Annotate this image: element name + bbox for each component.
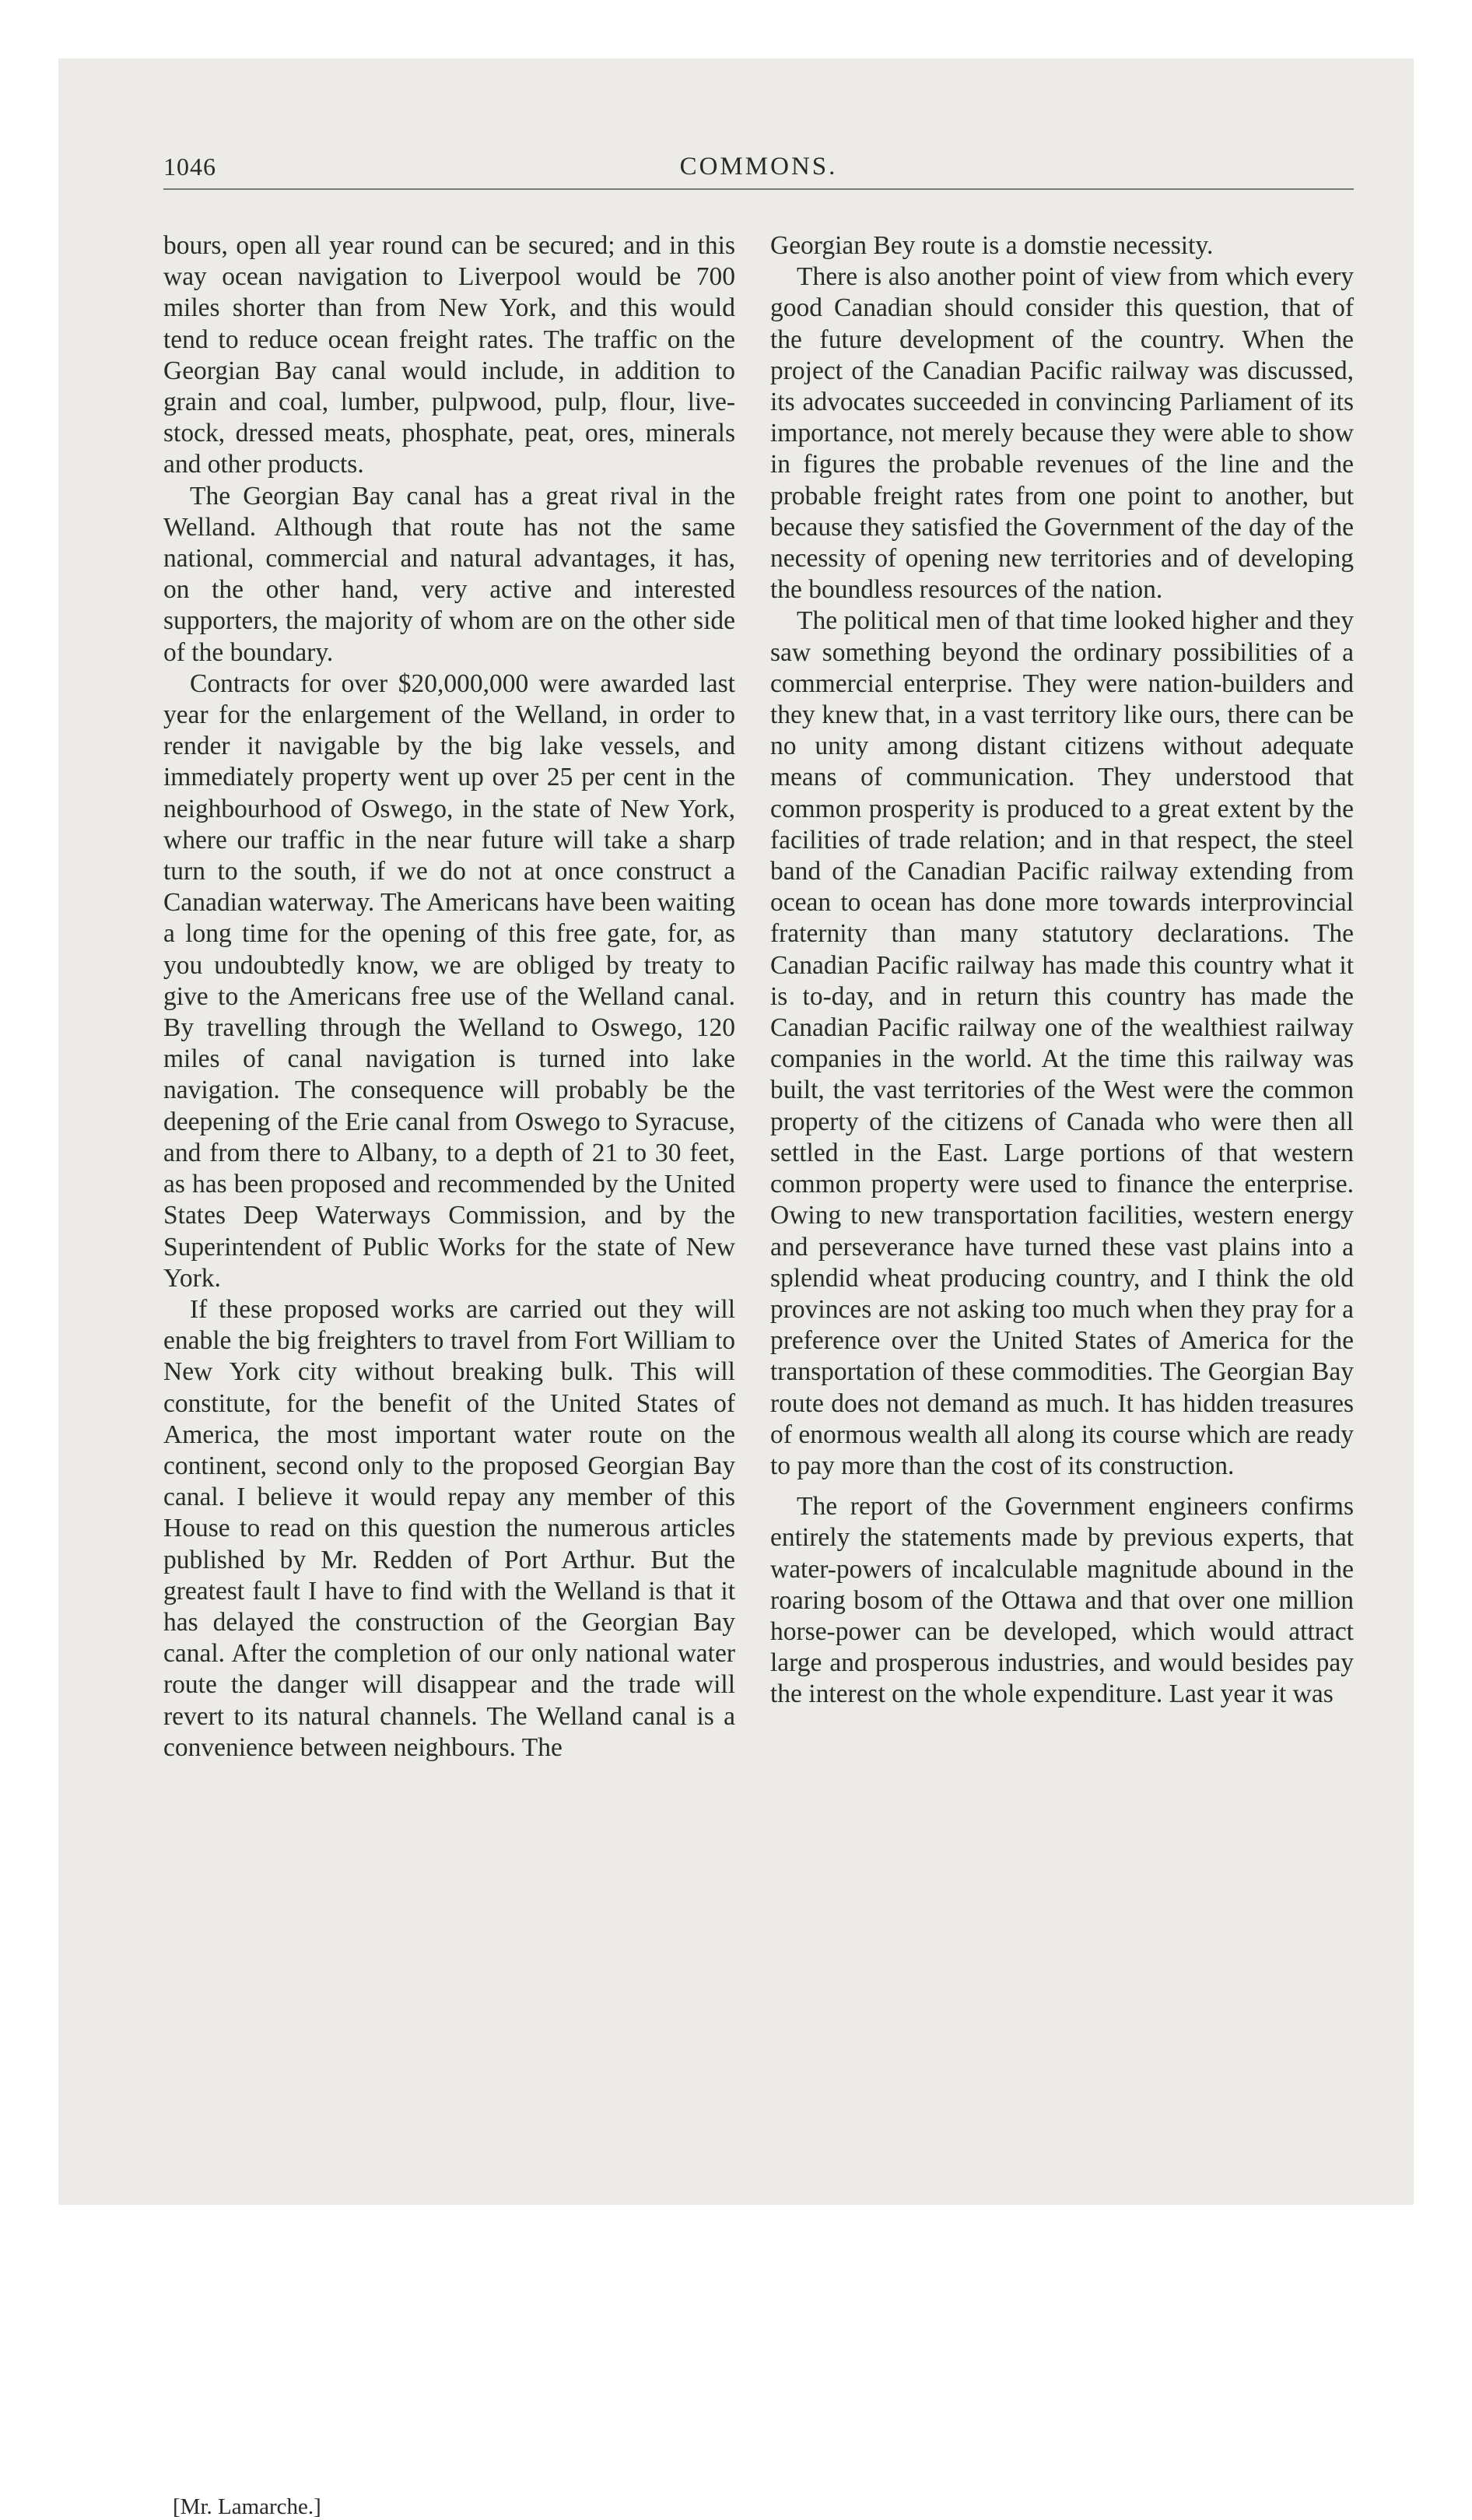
paragraph: bours, open all year round can be secured; and in this way ocean navigation to Liverpool would be 700 miles shorter than from New York, and this would tend to reduce ocean freight rates. The traffic on the Georgian Bay canal would include, in addition to grain and coal, lumber, pulpwood, pulp, flour, live-stock, dressed meats, phosphate, peat, ores, minerals and other products. [163, 231, 735, 479]
right-column [770, 230, 1354, 1711]
paragraph: The political men of that time looked higher and they saw something beyond the ordinary possibilities of a commercial enterprise. They were nation-builders and they knew that, in a vast territory like ours, there can be no unity among distant citizens without adequate means of communication. They understood that common prosperity is produced to a great extent by the facilities of trade relation; and in that respect, the steel band of the Canadian Pacific railway extending from ocean to ocean has done more towards interprovincial fraternity than many statutory declarations. The Canadian Pacific railway has made this country what it is to-day, and in return this country has made the Canadian Pacific railway one of the wealthiest railway companies in the world. At the time this railway was built, the vast territories of the West were the common property of the citizens of Canada who were then all settled in the East. Large portions of that western common property were used to finance the enterprise. Owing to new transportation facilities, western energy and perseverance have turned these vast plains into a splendid wheat producing country, and I think the old provinces are not asking too much when they pray for a preference over the United States of America for the transportation of these commodities. The Georgian Bay route does not demand as much. It has hidden treasures of enormous wealth all along its course which are ready to pay more than the cost of its construction. [770, 606, 1354, 1480]
page-number: 1046 [163, 153, 216, 181]
paragraph: The Georgian Bay canal has a great rival in the Welland. Although that route has not the same national, commercial and natural advantages, it has, on the other hand, very active and interested supporters, the majority of whom are on the other side of the boundary. [163, 481, 735, 667]
paragraph: The report of the Government engineers confirms entirely the statements made by previous experts, that water-powers of incalculable magnitude abound in the roaring bosom of the Ottawa and that over one million horse-power can be developed, which would attract large and prosperous industries, and would besides pay the interest on the whole expenditure. Last year it was [770, 1492, 1354, 1709]
running-head: COMMONS. [679, 153, 838, 181]
speaker-note: [Mr. Lamarche.] [173, 2494, 321, 2519]
paragraph: There is also another point of view from which every good Canadian should consider this question, that of the future development of the country. When the project of the Canadian Pacific railway was discussed, its advocates succeeded in convincing Parliament of its importance, not merely because they were able to show in figures the probable revenues of the line and the probable freight rates from one point to another, but because they satisfied the Government of the day of the necessity of opening new territories and of developing the boundless resources of the nation. [770, 262, 1354, 605]
page-header [163, 153, 1354, 191]
header-rule [163, 188, 1354, 190]
left-column [163, 230, 735, 1764]
paragraph: If these proposed works are carried out they will enable the big freighters to travel from Fort William to New York city without breaking bulk. This will constitute, for the benefit of the United States of America, the most important water route on the continent, second only to the proposed Georgian Bay canal. I believe it would repay any member of this House to read on this question the numerous articles published by Mr. Redden of Port Arthur. But the greatest fault I have to find with the Welland is that it has delayed the construction of the Georgian Bay canal. After the completion of our only national water route the danger will disappear and the trade will revert to its natural channels. The Welland canal is a convenience between neighbours. The [163, 1294, 735, 1762]
paragraph: Contracts for over $20,000,000 were awarded last year for the enlargement of the Welland, in order to render it navigable by the big lake vessels, and immediately property went up over 25 per cent in the neighbourhood of Oswego, in the state of New York, where our traffic in the near future will take a sharp turn to the south, if we do not at once construct a Canadian waterway. The Americans have been waiting a long time for the opening of this free gate, for, as you undoubtedly know, we are obliged by treaty to give to the Americans free use of the Welland canal. By travelling through the Welland to Oswego, 120 miles of canal navigation is turned into lake navigation. The consequence will probably be the deepening of the Erie canal from Oswego to Syracuse, and from there to Albany, to a depth of 21 to 30 feet, as has been proposed and recommended by the United States Deep Waterways Commission, and by the Superintendent of Public Works for the state of New York. [163, 669, 735, 1293]
paragraph: Georgian Bey route is a domstie necessity. [770, 231, 1214, 260]
